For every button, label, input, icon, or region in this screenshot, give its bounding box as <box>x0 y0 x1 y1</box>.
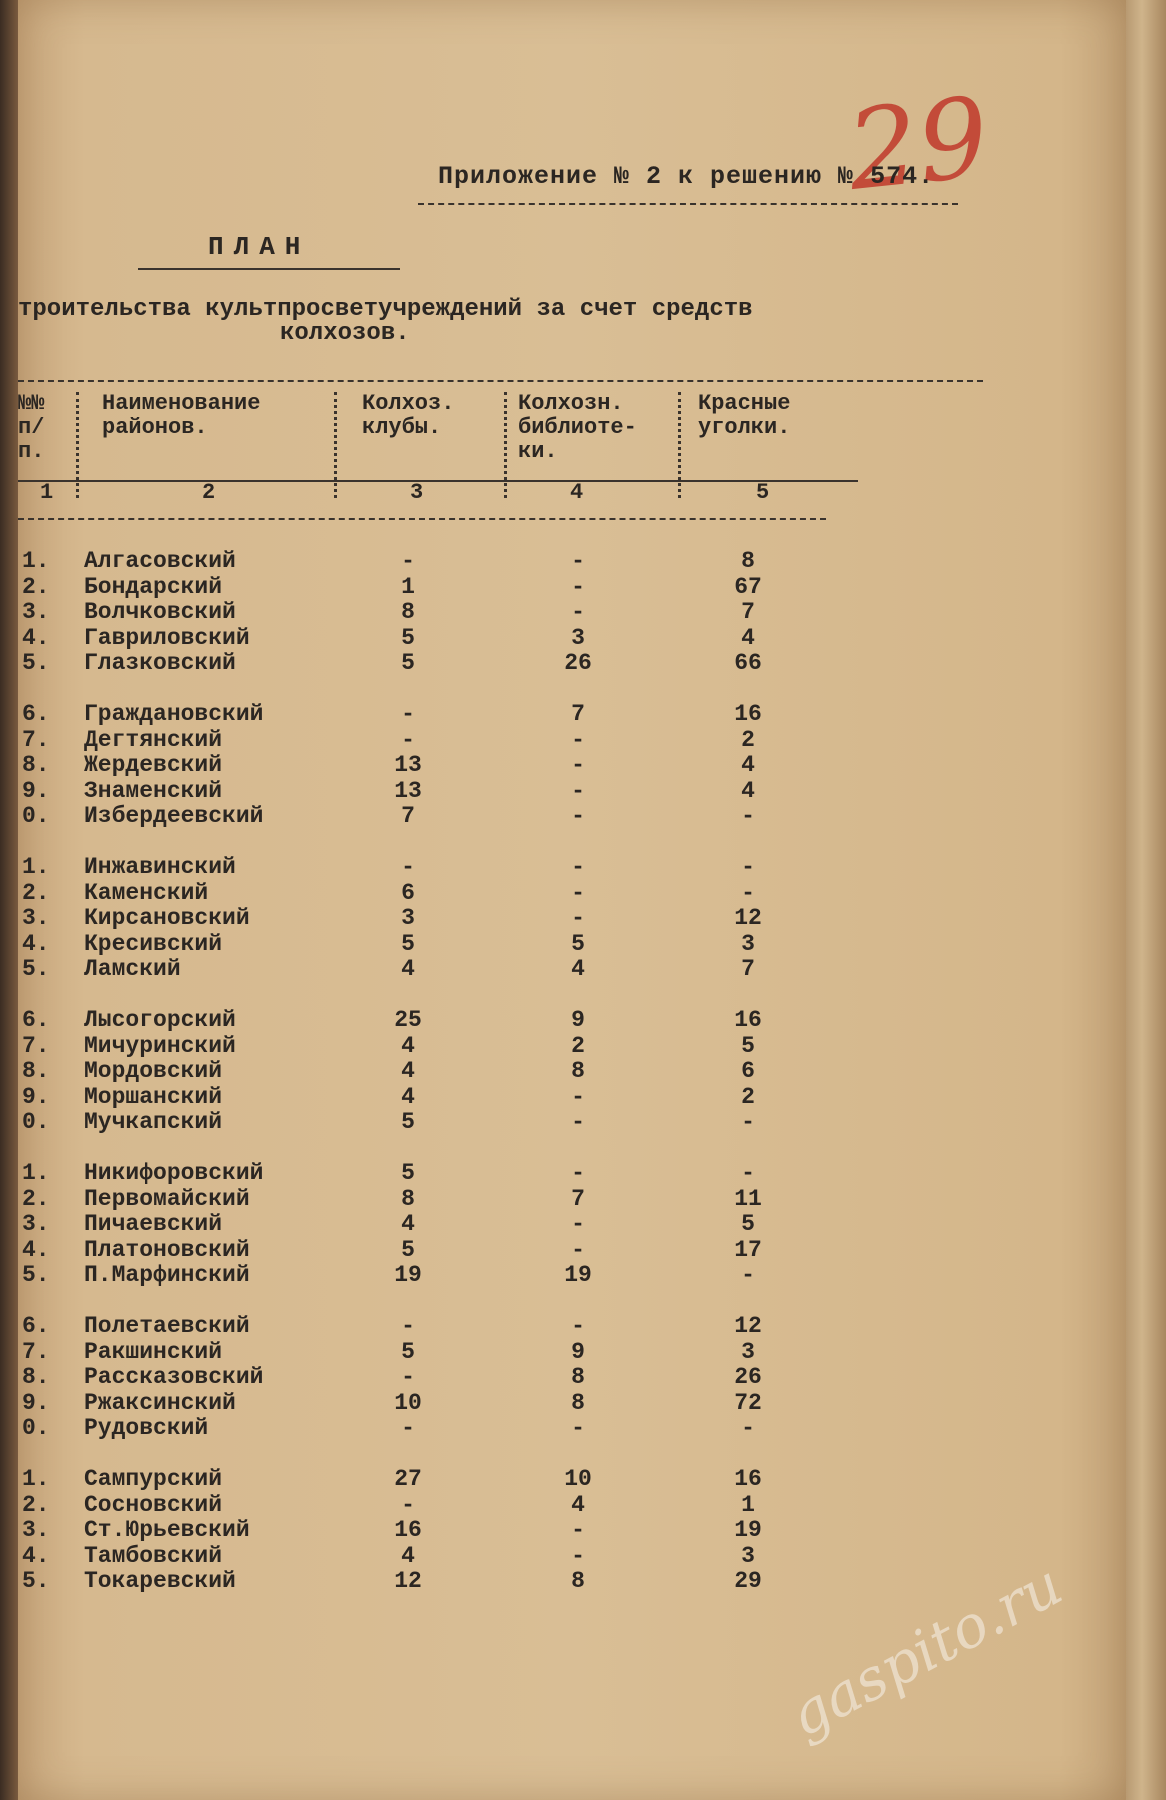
red-corners-count: - <box>741 880 755 906</box>
clubs-count: 5 <box>401 625 415 651</box>
column-number-2: 2 <box>202 480 216 505</box>
row-number: 1. <box>22 854 50 880</box>
district-name: Каменский <box>84 880 209 906</box>
district-name: Сампурский <box>84 1466 223 1492</box>
clubs-count: 5 <box>401 1237 415 1263</box>
handwritten-page-number: 29 <box>841 73 995 215</box>
archival-document-page <box>18 0 1126 1800</box>
column-header-clubs: Колхоз. клубы. <box>362 391 455 440</box>
libraries-count: 4 <box>571 1492 585 1518</box>
row-number: 8. <box>22 1058 50 1084</box>
district-name: Кирсановский <box>84 905 250 931</box>
table-row <box>18 1466 1018 1492</box>
libraries-count: - <box>571 1237 585 1263</box>
table-row <box>18 1262 1018 1288</box>
red-corners-count: 16 <box>734 1007 762 1033</box>
table-row <box>18 1058 1018 1084</box>
clubs-count: 4 <box>401 1211 415 1237</box>
red-corners-count: 29 <box>734 1568 762 1594</box>
red-corners-count: 12 <box>734 905 762 931</box>
table-row <box>18 1211 1018 1237</box>
clubs-count: 8 <box>401 599 415 625</box>
clubs-count: 5 <box>401 931 415 957</box>
libraries-count: - <box>571 599 585 625</box>
red-corners-count: 67 <box>734 574 762 600</box>
district-name: П.Марфинский <box>84 1262 250 1288</box>
row-number: 7. <box>22 1033 50 1059</box>
row-number: 7. <box>22 1339 50 1365</box>
red-corners-count: 1 <box>741 1492 755 1518</box>
row-number: 4. <box>22 931 50 957</box>
clubs-count: - <box>401 1415 415 1441</box>
row-number: 3. <box>22 905 50 931</box>
libraries-count: - <box>571 1211 585 1237</box>
libraries-count: 26 <box>564 650 592 676</box>
district-name: Ржаксинский <box>84 1390 236 1416</box>
plan-title-underline <box>138 268 400 270</box>
red-corners-count: - <box>741 803 755 829</box>
table-row <box>18 854 1018 880</box>
row-number: 5. <box>22 1262 50 1288</box>
libraries-count: 8 <box>571 1390 585 1416</box>
table-row <box>18 650 1018 676</box>
district-name: Мучкапский <box>84 1109 223 1135</box>
district-name: Токаревский <box>84 1568 236 1594</box>
column-separator <box>76 392 79 498</box>
red-corners-count: 16 <box>734 701 762 727</box>
clubs-count: 1 <box>401 574 415 600</box>
libraries-count: - <box>571 752 585 778</box>
clubs-count: 4 <box>401 1033 415 1059</box>
row-number: 4. <box>22 1543 50 1569</box>
row-number: 3. <box>22 599 50 625</box>
table-row <box>18 1160 1018 1186</box>
district-name: Ламский <box>84 956 181 982</box>
plan-subtitle-line-1: троительства культпросветучреждений за счет средств <box>18 296 753 323</box>
row-number: 8. <box>22 1364 50 1390</box>
libraries-count: - <box>571 905 585 931</box>
clubs-count: 4 <box>401 1058 415 1084</box>
clubs-count: 13 <box>394 752 422 778</box>
row-number: 9. <box>22 1390 50 1416</box>
district-name: Знаменский <box>84 778 223 804</box>
red-corners-count: 4 <box>741 778 755 804</box>
column-header-district: Наименование районов. <box>102 391 261 440</box>
libraries-count: - <box>571 854 585 880</box>
district-name: Мичуринский <box>84 1033 236 1059</box>
district-name: Моршанский <box>84 1084 223 1110</box>
clubs-count: 16 <box>394 1517 422 1543</box>
district-name: Пичаевский <box>84 1211 223 1237</box>
row-number: 9. <box>22 1084 50 1110</box>
row-number: 6. <box>22 1007 50 1033</box>
libraries-count: - <box>571 803 585 829</box>
row-number: 3. <box>22 1211 50 1237</box>
table-row <box>18 905 1018 931</box>
red-corners-count: 8 <box>741 548 755 574</box>
table-row <box>18 1339 1018 1365</box>
table-row <box>18 880 1018 906</box>
red-corners-count: 7 <box>741 956 755 982</box>
district-name: Алгасовский <box>84 548 236 574</box>
row-number: 0. <box>22 1415 50 1441</box>
row-number: 2. <box>22 574 50 600</box>
clubs-count: 13 <box>394 778 422 804</box>
clubs-count: - <box>401 548 415 574</box>
red-corners-count: - <box>741 1109 755 1135</box>
row-number: 8. <box>22 752 50 778</box>
clubs-count: - <box>401 1364 415 1390</box>
table-row <box>18 1415 1018 1441</box>
row-number: 7. <box>22 727 50 753</box>
red-corners-count: - <box>741 854 755 880</box>
libraries-count: 3 <box>571 625 585 651</box>
row-number: 1. <box>22 548 50 574</box>
red-corners-count: 5 <box>741 1211 755 1237</box>
district-name: Мордовский <box>84 1058 223 1084</box>
row-number: 0. <box>22 803 50 829</box>
table-row <box>18 1186 1018 1212</box>
district-name: Рассказовский <box>84 1364 264 1390</box>
red-corners-count: 6 <box>741 1058 755 1084</box>
clubs-count: 4 <box>401 1543 415 1569</box>
table-row <box>18 752 1018 778</box>
libraries-count: 7 <box>571 701 585 727</box>
district-name: Жердевский <box>84 752 223 778</box>
table-row <box>18 1492 1018 1518</box>
table-row <box>18 1033 1018 1059</box>
table-header-rule <box>18 480 858 482</box>
table-row <box>18 1568 1018 1594</box>
clubs-count: 12 <box>394 1568 422 1594</box>
libraries-count: 5 <box>571 931 585 957</box>
table-row <box>18 1084 1018 1110</box>
clubs-count: - <box>401 1313 415 1339</box>
annex-title: Приложение № 2 к решению № 574. <box>438 162 935 191</box>
libraries-count: 9 <box>571 1007 585 1033</box>
archive-binding-edge <box>0 0 18 1800</box>
clubs-count: 5 <box>401 1160 415 1186</box>
red-corners-count: 72 <box>734 1390 762 1416</box>
district-name: Гавриловский <box>84 625 250 651</box>
red-corners-count: 16 <box>734 1466 762 1492</box>
clubs-count: - <box>401 1492 415 1518</box>
red-corners-count: - <box>741 1160 755 1186</box>
column-separator <box>678 392 681 498</box>
red-corners-count: 3 <box>741 1543 755 1569</box>
clubs-count: 25 <box>394 1007 422 1033</box>
table-row <box>18 956 1018 982</box>
plan-title: ПЛАН <box>208 232 311 262</box>
clubs-count: 6 <box>401 880 415 906</box>
libraries-count: 8 <box>571 1364 585 1390</box>
district-name: Избердеевский <box>84 803 264 829</box>
clubs-count: 5 <box>401 1339 415 1365</box>
district-name: Тамбовский <box>84 1543 223 1569</box>
libraries-count: 8 <box>571 1058 585 1084</box>
row-number: 6. <box>22 701 50 727</box>
column-header-number: №№ п/п. <box>18 391 45 464</box>
table-row <box>18 548 1018 574</box>
libraries-count: - <box>571 778 585 804</box>
district-name: Граждановский <box>84 701 264 727</box>
clubs-count: - <box>401 701 415 727</box>
row-number: 1. <box>22 1160 50 1186</box>
libraries-count: - <box>571 574 585 600</box>
libraries-count: - <box>571 548 585 574</box>
row-number: 9. <box>22 778 50 804</box>
clubs-count: - <box>401 727 415 753</box>
row-number: 4. <box>22 1237 50 1263</box>
district-name: Полетаевский <box>84 1313 250 1339</box>
red-corners-count: 12 <box>734 1313 762 1339</box>
table-top-rule <box>18 380 983 382</box>
column-separator <box>334 392 337 498</box>
libraries-count: 10 <box>564 1466 592 1492</box>
clubs-count: 7 <box>401 803 415 829</box>
district-name: Дегтянский <box>84 727 223 753</box>
libraries-count: - <box>571 1543 585 1569</box>
row-number: 2. <box>22 1492 50 1518</box>
red-corners-count: 11 <box>734 1186 762 1212</box>
table-row <box>18 1390 1018 1416</box>
libraries-count: - <box>571 1313 585 1339</box>
column-separator <box>504 392 507 498</box>
table-row <box>18 625 1018 651</box>
libraries-count: - <box>571 1517 585 1543</box>
column-header-red-corners: Красные уголки. <box>698 391 791 440</box>
district-name: Лысогорский <box>84 1007 236 1033</box>
clubs-count: 4 <box>401 1084 415 1110</box>
red-corners-count: 19 <box>734 1517 762 1543</box>
column-number-1: 1 <box>40 480 54 505</box>
libraries-count: 19 <box>564 1262 592 1288</box>
clubs-count: 8 <box>401 1186 415 1212</box>
red-corners-count: 26 <box>734 1364 762 1390</box>
libraries-count: - <box>571 1415 585 1441</box>
clubs-count: 3 <box>401 905 415 931</box>
red-corners-count: 5 <box>741 1033 755 1059</box>
clubs-count: 4 <box>401 956 415 982</box>
district-name: Инжавинский <box>84 854 236 880</box>
row-number: 0. <box>22 1109 50 1135</box>
libraries-count: 7 <box>571 1186 585 1212</box>
table-row <box>18 803 1018 829</box>
district-name: Никифоровский <box>84 1160 264 1186</box>
table-row <box>18 778 1018 804</box>
table-row <box>18 1313 1018 1339</box>
district-name: Кресивский <box>84 931 223 957</box>
red-corners-count: 4 <box>741 752 755 778</box>
libraries-count: 9 <box>571 1339 585 1365</box>
column-numbers-rule <box>18 518 826 520</box>
libraries-count: 8 <box>571 1568 585 1594</box>
libraries-count: - <box>571 1084 585 1110</box>
row-number: 6. <box>22 1313 50 1339</box>
red-corners-count: 3 <box>741 931 755 957</box>
red-corners-count: 2 <box>741 727 755 753</box>
plan-subtitle-line-2: колхозов. <box>280 320 410 347</box>
district-name: Ст.Юрьевский <box>84 1517 250 1543</box>
table-row <box>18 574 1018 600</box>
district-name: Волчковский <box>84 599 236 625</box>
row-number: 3. <box>22 1517 50 1543</box>
libraries-count: - <box>571 727 585 753</box>
district-name: Платоновский <box>84 1237 250 1263</box>
row-number: 2. <box>22 880 50 906</box>
clubs-count: 10 <box>394 1390 422 1416</box>
district-name: Сосновский <box>84 1492 223 1518</box>
table-row <box>18 1543 1018 1569</box>
table-row <box>18 727 1018 753</box>
libraries-count: - <box>571 1160 585 1186</box>
row-number: 2. <box>22 1186 50 1212</box>
row-number: 1. <box>22 1466 50 1492</box>
red-corners-count: - <box>741 1415 755 1441</box>
column-header-libraries: Колхозн. библиоте- ки. <box>518 391 637 464</box>
table-row <box>18 1237 1018 1263</box>
row-number: 5. <box>22 650 50 676</box>
red-corners-count: 3 <box>741 1339 755 1365</box>
libraries-count: - <box>571 880 585 906</box>
page-stack-edge <box>1126 0 1166 1800</box>
red-corners-count: - <box>741 1262 755 1288</box>
table-row <box>18 701 1018 727</box>
district-name: Бондарский <box>84 574 223 600</box>
red-corners-count: 66 <box>734 650 762 676</box>
district-name: Первомайский <box>84 1186 250 1212</box>
table-row <box>18 1109 1018 1135</box>
table-row <box>18 599 1018 625</box>
table-row <box>18 1364 1018 1390</box>
column-number-4: 4 <box>570 480 584 505</box>
libraries-count: 4 <box>571 956 585 982</box>
column-number-3: 3 <box>410 480 424 505</box>
red-corners-count: 4 <box>741 625 755 651</box>
district-name: Рудовский <box>84 1415 209 1441</box>
table-row <box>18 931 1018 957</box>
clubs-count: 27 <box>394 1466 422 1492</box>
archive-watermark: gaspito.ru <box>778 1550 1073 1751</box>
libraries-count: - <box>571 1109 585 1135</box>
row-number: 5. <box>22 1568 50 1594</box>
red-corners-count: 17 <box>734 1237 762 1263</box>
clubs-count: - <box>401 854 415 880</box>
district-name: Глазковский <box>84 650 236 676</box>
red-corners-count: 2 <box>741 1084 755 1110</box>
column-number-5: 5 <box>756 480 770 505</box>
clubs-count: 19 <box>394 1262 422 1288</box>
clubs-count: 5 <box>401 650 415 676</box>
libraries-count: 2 <box>571 1033 585 1059</box>
district-name: Ракшинский <box>84 1339 223 1365</box>
table-row <box>18 1517 1018 1543</box>
table-row <box>18 1007 1018 1033</box>
row-number: 5. <box>22 956 50 982</box>
row-number: 4. <box>22 625 50 651</box>
annex-underline <box>418 203 958 205</box>
red-corners-count: 7 <box>741 599 755 625</box>
clubs-count: 5 <box>401 1109 415 1135</box>
